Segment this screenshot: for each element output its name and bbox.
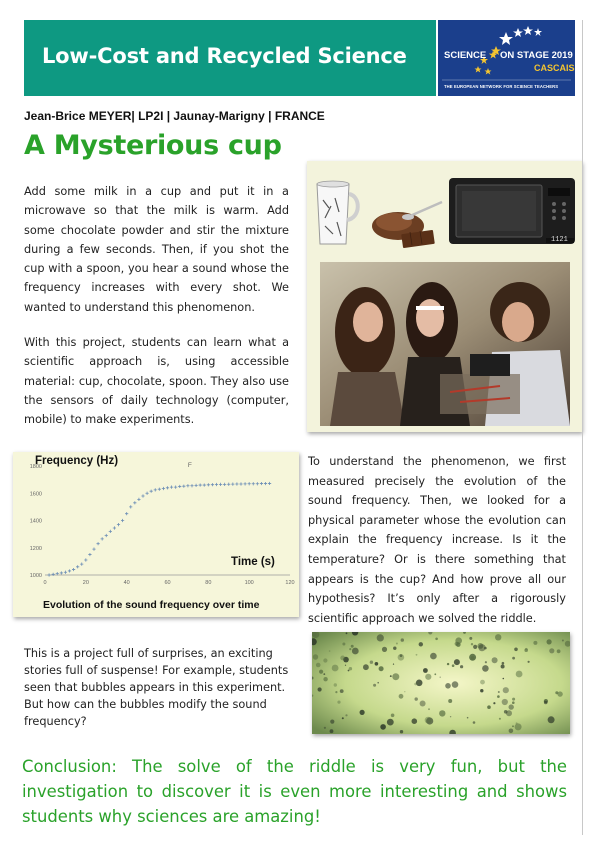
bubble — [324, 727, 326, 729]
chart-data-point — [256, 482, 259, 485]
bubble — [440, 677, 441, 678]
chart-x-axis-label: Time (s) — [231, 556, 275, 568]
bubble — [524, 648, 528, 652]
bubble — [450, 716, 451, 717]
conclusion: Conclusion: The solve of the riddle is very fun, but the investigation to discover it is even more interesting and shows students why sciences are amazing! — [22, 757, 567, 826]
chart-data-point — [133, 501, 136, 504]
bubble — [351, 645, 354, 648]
logo-tagline: THE EUROPEAN NETWORK FOR SCIENCE TEACHERS — [444, 84, 559, 89]
bubble — [392, 673, 399, 680]
bubble — [447, 663, 449, 665]
bubble — [423, 668, 428, 673]
bubbles-photo — [312, 632, 570, 734]
bubble — [452, 681, 459, 688]
bubble — [471, 643, 473, 645]
bubble — [544, 701, 548, 705]
logo-city: CASCAIS — [534, 63, 575, 73]
chart-data-point — [186, 484, 189, 487]
bubble — [549, 648, 554, 653]
bubble — [335, 691, 337, 693]
bubble — [400, 730, 403, 733]
chart-data-point — [80, 563, 83, 566]
bubble — [329, 650, 331, 652]
bubble — [425, 674, 431, 680]
bubble — [323, 673, 325, 675]
bubble — [482, 665, 489, 672]
bubbles-paragraph: This is a project full of surprises, an exciting stories full of suspense! For example, students seen that bubbles appears in this experiment. But how can the bubbles modify the sound frequency? — [24, 647, 289, 728]
chart-data-point — [174, 486, 177, 489]
chart-data-point — [47, 573, 50, 576]
chart-title: Frequency (Hz) — [35, 455, 119, 467]
bubble — [415, 697, 418, 700]
bubble — [547, 639, 552, 644]
bubble — [555, 691, 558, 694]
chart-data-point — [219, 483, 222, 486]
chart-data-point — [207, 483, 210, 486]
chart-x-tick-label: 100 — [244, 580, 254, 586]
chart-data-point — [260, 482, 263, 485]
bubble — [330, 720, 334, 724]
bubble — [548, 716, 555, 723]
bubble — [454, 659, 460, 665]
bubble — [416, 654, 418, 656]
bubble — [330, 729, 334, 733]
bubble — [346, 632, 348, 634]
bubble — [498, 691, 500, 693]
bubble — [393, 664, 394, 665]
bubble — [503, 678, 505, 680]
bubble — [342, 643, 345, 646]
bubble — [512, 701, 515, 704]
bubble — [430, 653, 437, 660]
chart-data-point — [92, 548, 95, 551]
science-on-stage-logo — [438, 20, 575, 96]
bubble — [495, 634, 501, 640]
bubble — [398, 654, 405, 661]
chart-data-point — [239, 482, 242, 485]
bubble — [512, 698, 515, 701]
bubble — [370, 661, 373, 664]
bubble — [352, 648, 359, 655]
cup-icon — [311, 178, 361, 248]
chart-data-point — [223, 483, 226, 486]
bubble — [528, 661, 530, 663]
chart-data-point — [170, 486, 173, 489]
chart-y-tick-label: 1600 — [29, 491, 42, 498]
chart-series-label: F — [187, 462, 192, 469]
chart-data-point — [231, 483, 234, 486]
chart-data-point — [52, 573, 55, 576]
bubble — [363, 664, 369, 670]
chart-data-point — [121, 519, 124, 522]
chart-data-point — [248, 482, 251, 485]
bubble — [497, 695, 500, 698]
bubble — [414, 683, 417, 686]
bubble — [382, 647, 387, 652]
chart-data-point — [178, 485, 181, 488]
approach-paragraph: With this project, students can learn what a scientific approach is, using accessible material: cup, chocolate, spoon. They also use the sensors of daily technology (computer, mobile) to make experiments. — [24, 336, 289, 427]
bubble — [420, 701, 426, 707]
bubble — [375, 662, 379, 666]
chart-caption: Evolution of the sound frequency over time — [43, 599, 260, 611]
chart-data-point — [264, 482, 267, 485]
chart-x-tick-label: 80 — [205, 580, 212, 586]
bubble — [485, 661, 487, 663]
bubble — [349, 648, 351, 650]
bubble — [501, 665, 505, 669]
bubble — [515, 723, 522, 730]
bubble — [323, 658, 327, 662]
chart-data-point — [203, 483, 206, 486]
measurement-paragraph: To understand the phenomenon, we first measured precisely the evolution of the sound frequency. Then, we looked for a physical parameter whose the evolution can explain the frequency increase. Is it the temperature? Or is there something that appears is the cup? And how prove all our hypothesis? It’s only after a rigorously scientific approach we solved the riddle. — [308, 455, 566, 625]
bubble — [319, 670, 323, 674]
bubble — [387, 719, 394, 726]
bubble — [506, 710, 512, 716]
chocolate-powder-icon — [362, 196, 447, 250]
bubble — [502, 699, 508, 705]
intro-paragraph: Add some milk in a cup and put it in a microwave so that the milk is warm. Add some chocolate powder and stir the mixture during a few seconds. Then, if you shot the cup with a spoon, you hear a sound whose the frequency increases with every shot. We wanted to understand this phenomenon. — [24, 185, 289, 314]
chart-data-point — [109, 530, 112, 533]
bubble — [340, 689, 344, 693]
chart-canvas — [13, 452, 299, 617]
bubble — [419, 642, 423, 646]
page-edge-rule — [582, 20, 583, 835]
microwave-display: 1121 — [551, 236, 568, 244]
chart-y-tick-label: 1800 — [29, 464, 42, 470]
chart-data-point — [227, 483, 230, 486]
chart-data-point — [215, 483, 218, 486]
logo-wordmark: SCIENCE ★ ON STAGE 2019 — [444, 50, 573, 61]
banner-title: Low-Cost and Recycled Science — [42, 44, 407, 68]
bubble — [316, 663, 321, 668]
author-line: Jean-Brice MEYER| LP2I | Jaunay-Marigny | FRANCE — [24, 109, 325, 123]
bubble — [434, 673, 436, 675]
bubble — [516, 671, 523, 678]
bubble — [557, 691, 562, 696]
chart-y-tick-label: 1000 — [29, 573, 42, 579]
chart-x-tick-label: 60 — [164, 580, 171, 586]
bubble — [360, 710, 365, 715]
bubble — [345, 665, 346, 666]
bubble — [401, 638, 404, 641]
chart-data-point — [84, 558, 87, 561]
chart-data-point — [166, 486, 169, 489]
bubble — [340, 656, 345, 661]
chart-data-point — [162, 487, 165, 490]
page-title: A Mysterious cup — [24, 130, 282, 161]
bubble — [509, 704, 514, 709]
chart-data-point — [68, 569, 71, 572]
students-photo — [320, 262, 570, 426]
chart-data-point — [105, 534, 108, 537]
chart-data-point — [252, 482, 255, 485]
chart-data-point — [243, 482, 246, 485]
chart-data-point — [88, 553, 91, 556]
bubble — [514, 648, 518, 652]
bubble — [404, 691, 405, 692]
chart-y-tick-label: 1400 — [29, 518, 42, 525]
chart-x-tick-label: 0 — [43, 580, 47, 586]
bubble — [557, 649, 561, 653]
bubble — [377, 634, 384, 641]
bubble — [416, 680, 423, 687]
bubble — [348, 670, 350, 672]
bubble — [393, 647, 396, 650]
bubble — [492, 657, 498, 663]
chart-data-point — [129, 505, 132, 508]
bubble — [512, 725, 514, 727]
bubble — [493, 702, 495, 704]
chart-data-point — [64, 571, 67, 574]
bubble — [334, 683, 337, 686]
bubble — [448, 699, 452, 703]
chart-x-tick-label: 120 — [285, 580, 295, 586]
bubble — [512, 657, 515, 660]
bubble — [460, 665, 463, 668]
bubble — [456, 642, 461, 647]
chart-data-point — [154, 488, 157, 491]
bubble — [445, 683, 451, 689]
bubble — [345, 714, 347, 716]
chart-data-point — [268, 482, 271, 485]
bubble — [379, 666, 384, 671]
chart-data-point — [182, 485, 185, 488]
bubble — [396, 643, 398, 645]
chart-data-point — [72, 568, 75, 571]
microwave-icon — [448, 176, 576, 248]
bubble — [349, 667, 352, 670]
chart-data-point — [211, 483, 214, 486]
chart-data-point — [194, 484, 197, 487]
bubble — [412, 718, 418, 724]
logo-word-science: SCIENCE — [444, 50, 487, 61]
bubble — [452, 664, 455, 667]
bubble — [478, 644, 485, 651]
chart-data-point — [60, 571, 63, 574]
bubble — [499, 718, 501, 720]
chart-data-point — [113, 526, 116, 529]
chart-data-point — [125, 512, 128, 515]
bubble — [467, 717, 469, 719]
bubble — [377, 682, 379, 684]
bubble — [487, 705, 491, 709]
bubble — [503, 687, 509, 693]
chart-y-tick-label: 1200 — [29, 545, 42, 552]
bubble — [391, 714, 395, 718]
chart-data-point — [76, 565, 79, 568]
bubble — [323, 677, 327, 681]
chart-data-point — [137, 498, 140, 501]
bubble — [509, 729, 514, 734]
bubble — [480, 689, 483, 692]
bubble — [425, 717, 432, 724]
chart-data-point — [190, 484, 193, 487]
bubble — [473, 721, 476, 724]
bubble — [471, 656, 475, 660]
bubble — [439, 710, 445, 716]
bubble — [390, 675, 392, 677]
bubble — [435, 638, 438, 641]
bubble — [533, 641, 537, 645]
chart-data-point — [158, 488, 161, 491]
chart-x-tick-label: 20 — [82, 580, 89, 586]
bubble — [380, 724, 386, 730]
bubble — [337, 701, 340, 704]
logo-word-onstage: ON STAGE 2019 — [500, 50, 573, 61]
bubble — [373, 684, 376, 687]
chart-data-point — [235, 482, 238, 485]
header-banner — [24, 20, 436, 96]
bubble — [342, 717, 344, 719]
bubble — [399, 694, 404, 699]
chart-data-point — [117, 523, 120, 526]
chart-data-point — [199, 483, 202, 486]
bubble — [332, 665, 339, 672]
bubble — [428, 708, 430, 710]
chart-x-tick-label: 40 — [123, 580, 130, 586]
frequency-chart — [13, 452, 299, 617]
chart-data-point — [150, 490, 153, 493]
chart-data-point — [96, 542, 99, 545]
bubble — [318, 687, 322, 691]
chart-data-point — [101, 537, 104, 540]
chart-data-point — [141, 494, 144, 497]
bubble — [473, 645, 477, 649]
bubble — [480, 680, 485, 685]
bubble — [313, 654, 318, 659]
bubble — [502, 662, 505, 665]
bubble — [469, 637, 472, 640]
bubble — [562, 640, 564, 642]
chart-data-point — [145, 492, 148, 495]
